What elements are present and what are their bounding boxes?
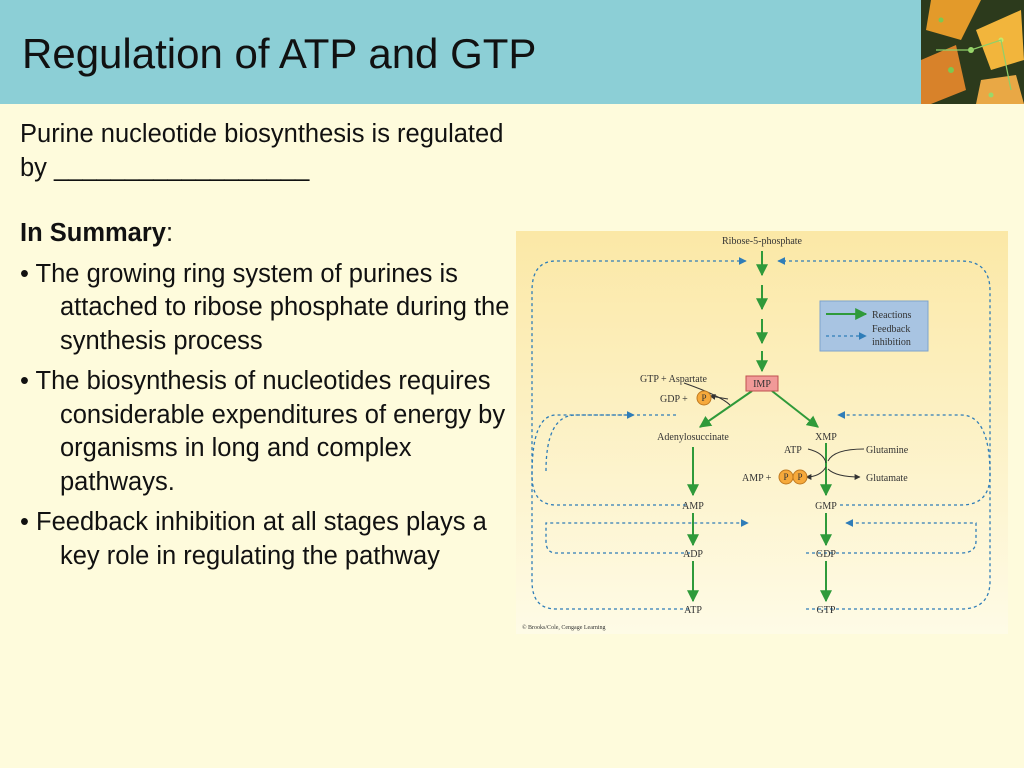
summary-colon: : [165, 219, 174, 247]
slide-title: Regulation of ATP and GTP [22, 30, 537, 77]
atp-label: ATP [684, 605, 702, 616]
summary-bullet: • The biosynthesis of nucleotides requires considerable expenditures of energy by organisms in long and complex pathways. [20, 367, 506, 496]
adp-label: ADP [682, 549, 704, 560]
atp-input-label: ATP [784, 445, 802, 456]
slide-body [20, 118, 520, 573]
legend-reactions-label: Reactions [872, 310, 912, 321]
gmp-label: GMP [815, 501, 837, 512]
amp-label: AMP [682, 501, 704, 512]
copyright-text: © Brooks/Cole, Cengage Learning [522, 625, 606, 631]
summary-heading-label: In Summary [20, 219, 166, 247]
amp-plus-label: AMP + [742, 473, 772, 484]
glutamine-label: Glutamine [866, 445, 909, 456]
legend-feedback-label: Feedback [872, 324, 911, 335]
purine-regulation-diagram [516, 231, 1008, 634]
gdp-plus-label: GDP + [660, 394, 688, 405]
xmp-label: XMP [815, 432, 837, 443]
intro-text: Purine nucleotide biosynthesis is regulated by __________________ [20, 120, 504, 182]
gtp-aspartate-label: GTP + Aspartate [640, 374, 707, 385]
gtp-label: GTP [816, 605, 836, 616]
gdp-label: GDP [815, 549, 837, 560]
summary-list [20, 258, 520, 574]
legend-inhibition-label: inhibition [872, 337, 911, 348]
summary-bullet: • The growing ring system of purines is attached to ribose phosphate during the synthesis process [20, 259, 510, 355]
molecule-image [921, 0, 1024, 104]
glutamate-label: Glutamate [866, 473, 908, 484]
adenylosuccinate-label: Adenylosuccinate [657, 432, 729, 443]
phosphate-label: P [783, 472, 789, 482]
summary-heading [20, 217, 520, 251]
imp-label: IMP [753, 379, 771, 390]
phosphate-label: P [701, 393, 707, 403]
title-bar [0, 0, 1024, 104]
ribose-5-phosphate-label: Ribose-5-phosphate [722, 236, 802, 247]
phosphate-label: P [797, 472, 803, 482]
summary-bullet: • Feedback inhibition at all stages plays a key role in regulating the pathway [20, 508, 487, 570]
